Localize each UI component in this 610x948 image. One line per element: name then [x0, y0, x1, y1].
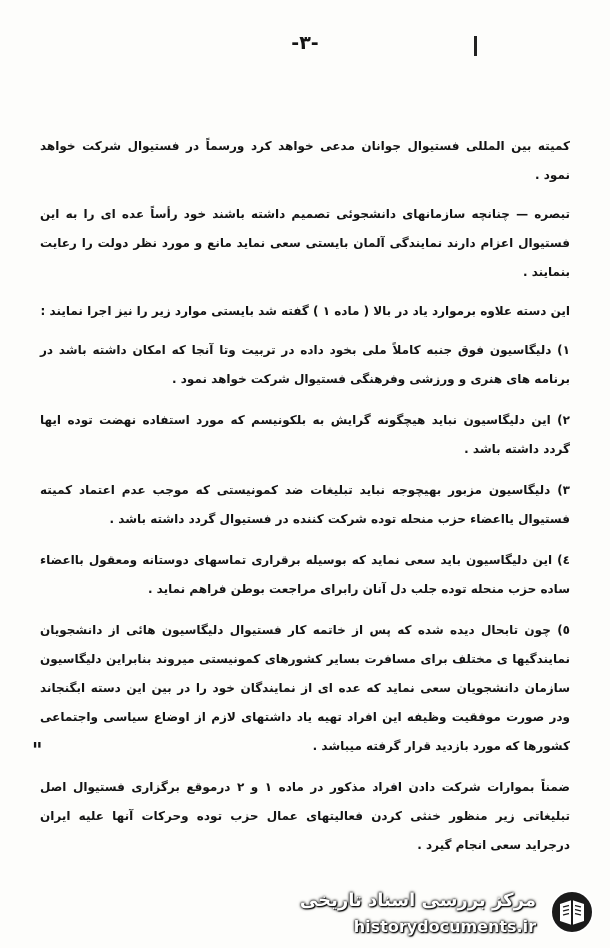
- clause-1: ١) دلیگاسیون فوق جنبه کاملاً ملی بخود داده در تربیت وتا آنجا که امکان داشته باشد در برنامه های هنری و ورزشی وفرهنگی فستیوال شرکت خواهد نمود .: [40, 343, 570, 386]
- paragraph-intro: کمیته بین المللی فستیوال جوانان مدعی خواهد کرد ورسماً در فستیوال شرکت خواهد نمود .: [40, 139, 570, 182]
- clause-4: ٤) این دلیگاسیون باید سعی نماید که بوسیله برقراری تماسهای دوستانه ومعقول بااعضاء ساده حزب منحله توده جلب دل آنان رابرای مراجعت بوطن فراهم نماید .: [40, 553, 570, 596]
- watermark-title: مرکز بررسی اسناد تاریخی: [299, 890, 536, 911]
- handwritten-mark: ": [32, 738, 43, 762]
- page-number: -٣-: [291, 32, 319, 54]
- archive-logo-icon: [548, 888, 596, 936]
- clause-2: ٢) این دلیگاسیون نباید هیچگونه گرایش به بلکونیسم که مورد استفاده نهضت توده ایها گردد داشته باشد .: [40, 413, 570, 456]
- clause-3: ٣) دلیگاسیون مزبور بهیچوجه نباید تبلیغات ضد کمونیستی که موجب عدم اعتماد کمیته فستیوال یااعضاء حزب منحله توده شرکت کننده در فستیوال گردد داشته باشد .: [40, 483, 570, 526]
- watermark-url: historydocuments.ir: [353, 917, 536, 936]
- paragraph-closing: ضمناً بموارات شرکت دادن افراد مذکور در ماده ١ و ٢ درموقع برگزاری فستیوال اصل تبلیغاتی زیر منظور خنثی کردن فعالیتهای عمال حزب توده وحرکات آنها علیه ایران درجراید سعی انجام گیرد .: [40, 780, 570, 852]
- paragraph-requirements: این دسته علاوه برموارد یاد در بالا ( ماده ١ ) گفته شد بایستی موارد زیر را نیز اجرا نمایند :: [40, 304, 570, 318]
- margin-mark: [474, 36, 477, 56]
- paragraph-note: تبصره — چنانچه سازمانهای دانشجوئی تصمیم داشته باشند خود رأساً عده ای را به این فستیوال اعزام دارند نمایندگی آلمان بایستی سعی نماید مانع و مورد نظر دولت را رعایت بنمایند .: [40, 207, 570, 279]
- document-body: [40, 132, 570, 870]
- clause-5: ٥) چون تابحال دیده شده که پس از خاتمه کار فستیوال دلیگاسیون هائی از دانشجویان نمایندگیها ی مختلف برای مسافرت بسایر کشورهای کمونیستی میروند بنابراین دلیگاسیون سازمان دانشجویان سعی نماید که عده ای از نمایندگان خود را در بین این دسته ابگنجاند ودر صورت موفقیت وظیفه این افراد تهیه یاد داشتهای لازم از اوضاع سیاسی واجتماعی کشورها که مورد بازدید قرار گرفته میباشد .: [40, 623, 570, 753]
